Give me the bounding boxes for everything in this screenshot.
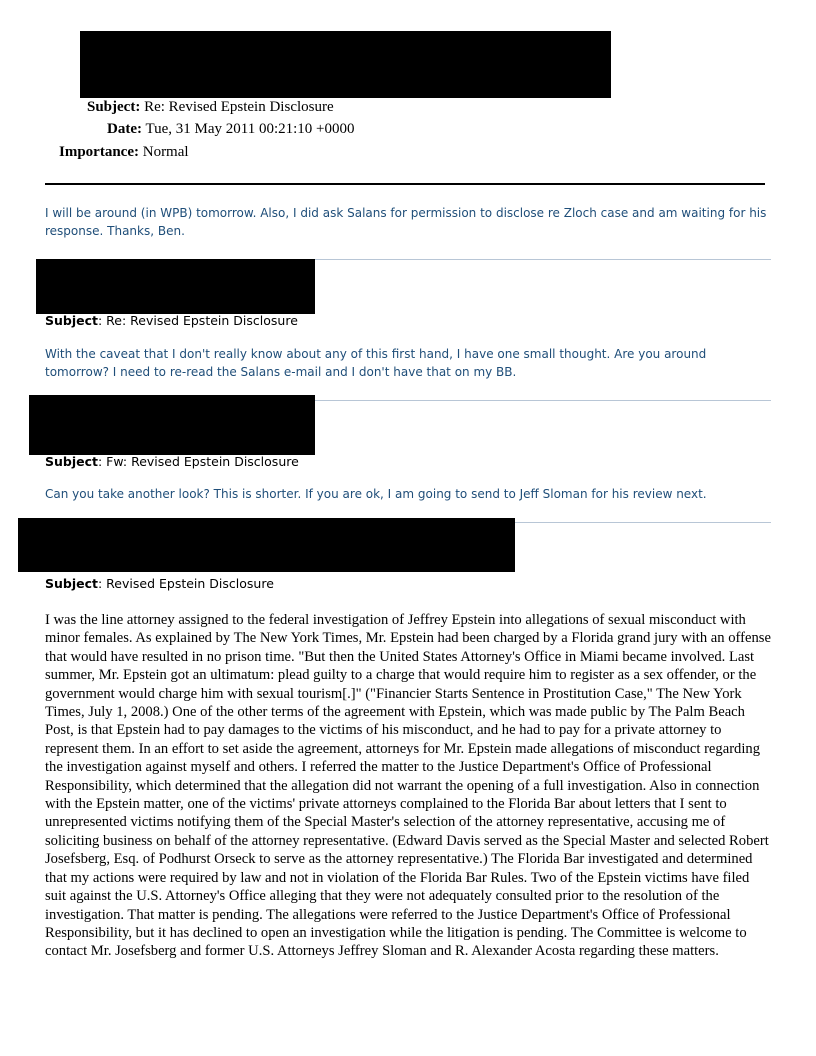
message-3-body: Can you take another look? This is shorter. If you are ok, I am going to send to Jeff Sloman for his review next. — [45, 487, 707, 501]
header-importance-row — [59, 143, 189, 161]
message-3-subject — [45, 454, 299, 469]
message-4-subject-value: : Revised Epstein Disclosure — [98, 576, 274, 591]
header-subject-row — [87, 98, 334, 116]
message-1-body: I will be around (in WPB) tomorrow. Also, I did ask Salans for permission to disclose re Zloch case and am waiting for his response. Thanks, Ben. — [45, 206, 767, 238]
redaction-block-header — [80, 31, 611, 98]
redaction-block-message-2 — [36, 259, 315, 314]
message-2-body: With the caveat that I don't really know about any of this first hand, I have one small thought. Are you around tomorrow? I need to re-read the Salans e-mail and I don't have that on my BB. — [45, 347, 707, 379]
header-divider — [45, 183, 765, 185]
header-subject-value: Re: Revised Epstein Disclosure — [144, 99, 334, 115]
header-subject-label: Subject: — [87, 99, 141, 115]
message-3-subject-label: Subject — [45, 454, 98, 469]
message-4-body: I was the line attorney assigned to the federal investigation of Jeffrey Epstein into allegations of sexual misconduct with minor females. As explained by The New York Times, Mr. Epstein had been charged by a Florida grand jury with an offense that would have resulted in no prison time. "But then the United States Attorney's Office in Miami became involved. Last summer, Mr. Epstein got an ultimatum: plead guilty to a charge that would require him to register as a sex offender, or the government would charge him with sexual tourism[.]" ("Financier Starts Sentence in Prostitution Case," The New York Times, July 1, 2008.) One of the other terms of the agreement with Epstein, which was made public by The Palm Beach Post, is that Epstein had to pay damages to the victims of his misconduct, and he had to pay for a private attorney to represent them. In an effort to set aside the agreement, attorneys for Mr. Epstein made allegations of misconduct regarding the investigation against myself and others. I referred the matter to the Justice Department's Office of Professional Responsibility, which determined that the allegation did not warrant the opening of a full investigation. Also in connection with the Epstein matter, one of the victims' private attorneys complained to the Florida Bar about letters that I sent to unrepresented victims notifying them of the Special Master's selection of the attorney representative, accusing me of soliciting business on behalf of the attorney representative. (Edward Davis served as the Special Master and selected Robert Josefsberg, Esq. of Podhurst Orseck to serve as the attorney representative.) The Florida Bar investigated and determined that my actions were required by law and not in violation of the Florida Bar Rules. Two of the Epstein victims have filed suit against the U.S. Attorney's Office alleging that they were not adequately consulted prior to the resolution of the investigation. That matter is pending. The allegations were referred to the Justice Department's Office of Professional Responsibility, but it has declined to open an investigation while the litigation is pending. The Committee is welcome to contact Mr. Josefsberg and former U.S. Attorneys Jeffrey Sloman and R. Alexander Acosta regarding these matters. — [45, 612, 771, 960]
message-4-subject-label: Subject — [45, 576, 98, 591]
redaction-block-message-3 — [29, 395, 315, 455]
message-2-subject-value: : Re: Revised Epstein Disclosure — [98, 313, 298, 328]
message-3-subject-value: : Fw: Revised Epstein Disclosure — [98, 454, 299, 469]
header-date-value: Tue, 31 May 2011 00:21:10 +0000 — [145, 121, 355, 137]
message-2-subject — [45, 313, 298, 328]
redaction-block-message-4 — [18, 518, 515, 572]
header-date-label: Date: — [107, 121, 142, 137]
header-date-row — [107, 120, 355, 138]
message-2-subject-label: Subject — [45, 313, 98, 328]
header-importance-label: Importance: — [59, 144, 139, 160]
header-importance-value: Normal — [142, 144, 189, 160]
message-4-subject — [45, 576, 274, 591]
